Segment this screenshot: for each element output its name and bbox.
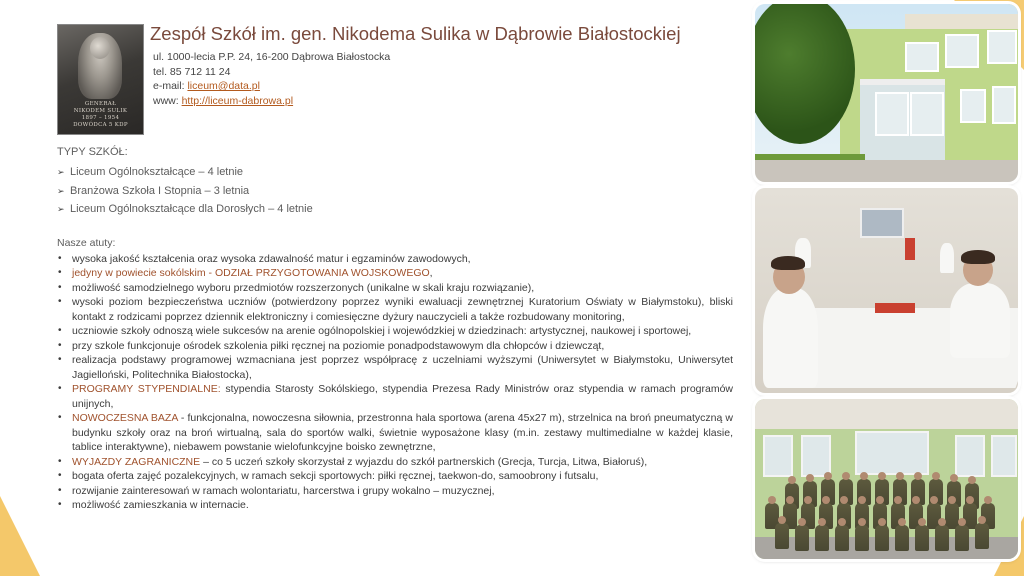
military-class-group-photo xyxy=(755,399,1018,559)
plaque-line: NIKODEM SULIK xyxy=(73,108,128,114)
advantage-text: wysoki poziom bezpieczeństwa uczniów (potwierdzony poprzez wyniki ewaluacji zewnętrznej Kuratorium Oświaty w Białymstoku), bliski kontakt z rodzicami poprzez dziennik elektroniczny i comiesięczne dyżury nauczycieli a także rozbudowany monitoring, xyxy=(72,296,733,323)
website-link[interactable]: http://liceum-dabrowa.pl xyxy=(181,94,294,107)
advantage-text: rozwijanie zainteresowań w ramach wolontariatu, harcerstwa i grupy wokalno – muzycznej, xyxy=(72,484,495,497)
school-type-label: Liceum Ogólnokształcące dla Dorosłych – 4 letnie xyxy=(70,203,313,215)
bullet-icon: • xyxy=(58,412,62,423)
advantage-text: stypendia Starosty Sokólskiego, stypendia Prezesa Rady Ministrów oraz stypendia w ramach programów unijnych, xyxy=(72,383,733,410)
advantages-section xyxy=(57,236,733,513)
plaque-inscription xyxy=(58,101,143,129)
school-types-section xyxy=(57,146,313,219)
advantage-text: – co 5 uczeń szkoły skorzystał z wyjazdu do szkół partnerskich (Grecja, Turcja, Litwa, Białoruś), xyxy=(200,455,648,468)
advantage-text: - funkcjonalna, nowoczesna siłownia, przestronna hala sportowa (arena 45x27 m), strzelnica na broń pneumatyczną w budynku szkoły oraz na broń wirtualną, sala do sportów walki, świetnie wyposażone klasy (m.in. zestawy multimedialne w każdej klasie, tablice interaktywne), niebawem powstanie wielofunkcyjne boisko zewnętrzne, xyxy=(72,412,733,453)
advantage-item xyxy=(57,382,733,411)
advantage-text: bogata oferta zajęć pozalekcyjnych, w ramach sekcji sportowych: piłki ręcznej, taekwon-do, samoobrony i futsalu, xyxy=(72,470,599,482)
phone: tel. 85 712 11 24 xyxy=(153,65,231,78)
advantage-text: możliwość zamieszkania w internacie. xyxy=(72,499,249,511)
bullet-icon: • xyxy=(58,325,62,336)
advantage-item xyxy=(57,252,733,267)
school-type-item xyxy=(57,182,313,201)
advantage-text: wysoka jakość kształcenia oraz wysoka zdawalność matur i egzaminów zawodowych, xyxy=(72,252,471,265)
advantage-item xyxy=(57,498,733,513)
advantage-item xyxy=(57,411,733,455)
email-line xyxy=(153,79,390,94)
www-line xyxy=(153,94,390,109)
advantage-text: przy szkole funkcjonuje ośrodek szkolenia piłki ręcznej na poziomie ponadpodstawowym dla chłopców i dziewcząt, xyxy=(72,339,605,352)
arrow-bullet-icon: ➢ xyxy=(57,167,65,177)
school-building-photo xyxy=(755,4,1018,182)
advantage-text: realizacja podstawy programowej wzmacniana jest poprzez współpracę z uczelniami wyższymi (Uniwersytet w Białymstoku, Uniwersytet Jagielloński, Politechnika Białostocka), xyxy=(72,354,733,381)
advantage-accent: PROGRAMY STYPENDIALNE: xyxy=(72,383,221,395)
advantage-text: możliwość samodzielnego wyboru przedmiotów rozszerzonych (unikalne w skali kraju rozwiązanie), xyxy=(72,281,535,294)
bullet-icon: • xyxy=(58,339,62,351)
arrow-bullet-icon: ➢ xyxy=(57,204,65,214)
school-type-item xyxy=(57,163,313,182)
advantage-item xyxy=(57,353,733,382)
school-type-item xyxy=(57,200,313,219)
school-type-label: Branżowa Szkoła I Stopnia – 3 letnia xyxy=(70,184,250,197)
advantage-item xyxy=(57,266,733,281)
bullet-icon: • xyxy=(58,296,62,307)
bullet-icon: • xyxy=(58,354,62,365)
memorial-plaque-image xyxy=(57,24,144,135)
plaque-line: DOWÓDCA 5 KDP xyxy=(73,122,128,128)
advantage-item xyxy=(57,324,733,339)
plaque-line: GENERAŁ xyxy=(84,101,117,107)
advantage-text: uczniowie szkoły odnoszą wiele sukcesów na arenie ogólnopolskiej i wojewódzkiej w dziedzinach: artystycznej, naukowej i sportowej, xyxy=(72,325,692,337)
school-types-heading: TYPY SZKÓŁ: xyxy=(57,146,128,158)
plaque-bust xyxy=(78,33,122,99)
school-type-label: Liceum Ogólnokształcące – 4 letnie xyxy=(70,166,244,178)
advantage-accent: NOWOCZESNA BAZA xyxy=(72,412,178,424)
advantage-text: , xyxy=(429,267,433,279)
advantage-accent: WYJAZDY ZAGRANICZNE xyxy=(72,455,201,468)
advantages-list xyxy=(57,252,733,513)
address: ul. 1000-lecia P.P. 24, 16-200 Dąbrowa Białostocka xyxy=(153,51,391,63)
www-label: www: xyxy=(153,94,182,107)
advantage-item xyxy=(57,281,733,296)
contact-info xyxy=(153,50,390,108)
email-link[interactable]: liceum@data.pl xyxy=(187,80,260,92)
bullet-icon: • xyxy=(58,499,62,510)
bullet-icon: • xyxy=(58,383,62,394)
bullet-icon: • xyxy=(58,470,62,481)
bullet-icon: • xyxy=(58,484,62,496)
advantage-accent: jedyny w powiecie sokólskim - ODZIAŁ PRZYGOTOWANIA WOJSKOWEGO xyxy=(72,267,430,279)
advantage-item xyxy=(57,339,733,354)
bullet-icon: • xyxy=(58,267,62,278)
plaque-line: 1897 – 1954 xyxy=(81,115,120,121)
email-label: e-mail: xyxy=(153,80,188,92)
advantage-item xyxy=(57,295,733,324)
chemistry-lab-photo xyxy=(755,188,1018,393)
arrow-bullet-icon: ➢ xyxy=(57,185,65,196)
advantage-item xyxy=(57,484,733,499)
bullet-icon: • xyxy=(58,252,62,264)
bullet-icon: • xyxy=(58,281,62,293)
school-title: Zespół Szkół im. gen. Nikodema Sulika w Dąbrowie Białostockiej xyxy=(150,23,681,44)
corner-decoration-bottom-left xyxy=(0,496,40,576)
advantage-item xyxy=(57,469,733,484)
advantage-item xyxy=(57,455,733,470)
bullet-icon: • xyxy=(58,455,62,467)
advantages-heading: Nasze atuty: xyxy=(57,237,116,249)
